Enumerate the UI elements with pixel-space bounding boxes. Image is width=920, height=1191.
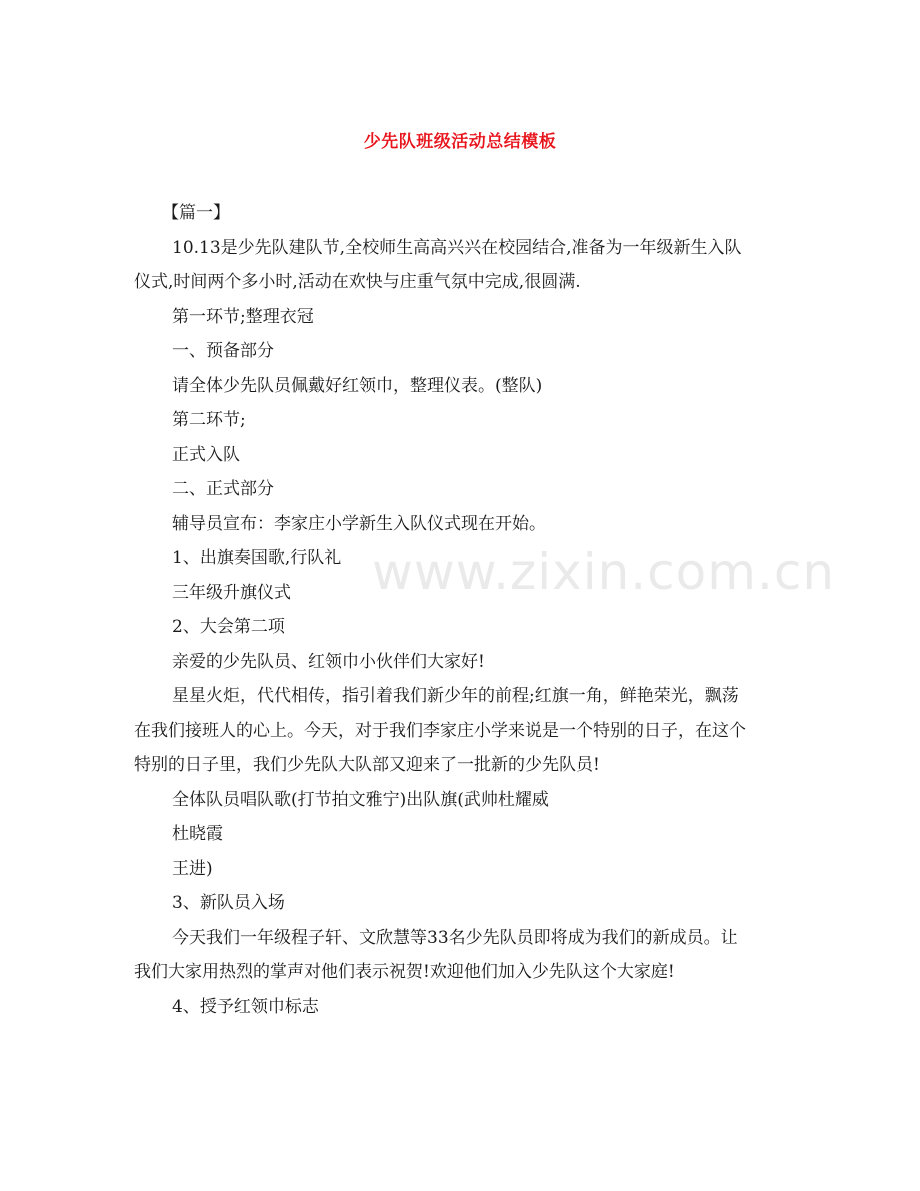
paragraph-line: 二、正式部分 [172,479,274,499]
paragraph-line: 仪式,时间两个多小时,活动在欢快与庄重气氛中完成,很圆满. [134,272,581,292]
paragraph-line: 杜晓霞 [172,824,223,844]
paragraph-line: 正式入队 [172,444,240,465]
paragraph-line: 今天我们一年级程子轩、文欣慧等33名少先队员即将成为我们的新成员。让 [172,927,738,948]
paragraph-line: 王进) [172,858,213,879]
paragraph-line: 我们大家用热烈的掌声对他们表示祝贺!欢迎他们加入少先队这个大家庭! [134,962,675,982]
paragraph-line: 一、预备部分 [172,341,274,361]
paragraph-line: 辅导员宣布：李家庄小学新生入队仪式现在开始。 [172,513,546,534]
watermark: www.zixin.com.cn [372,543,836,601]
document-title: 少先队班级活动总结模板 [363,132,557,152]
paragraph-line: 4、授予红领巾标志 [172,996,319,1017]
paragraph-line: 2、大会第二项 [172,617,285,637]
paragraph-line: 特别的日子里，我们少先队大队部又迎来了一批新的少先队员! [134,755,600,775]
document-body [0,196,920,1024]
paragraph-line: 第二环节; [172,410,246,430]
paragraph-line: 10.13是少先队建队节,全校师生高高兴兴在校园结合,准备为一年级新生入队 [172,237,742,258]
paragraph-line: 请全体少先队员佩戴好红领巾，整理仪表。(整队) [172,375,543,396]
paragraph-line: 3、新队员入场 [172,893,285,913]
paragraph-line: 第一环节;整理衣冠 [172,306,314,327]
paragraph-line: 在我们接班人的心上。今天，对于我们李家庄小学来说是一个特别的日子，在这个 [134,720,746,741]
paragraph-line: 亲爱的少先队员、红领巾小伙伴们大家好! [172,651,485,672]
paragraph-line: 全体队员唱队歌(打节拍文雅宁)出队旗(武帅杜耀威 [172,789,549,810]
section-heading: 【篇一】 [162,203,230,223]
paragraph-line: 星星火炬，代代相传，指引着我们新少年的前程;红旗一角，鲜艳荣光，飘荡 [172,686,739,706]
paragraph-line: 三年级升旗仪式 [172,582,291,603]
paragraph-line: 1、出旗奏国歌,行队礼 [172,548,342,568]
